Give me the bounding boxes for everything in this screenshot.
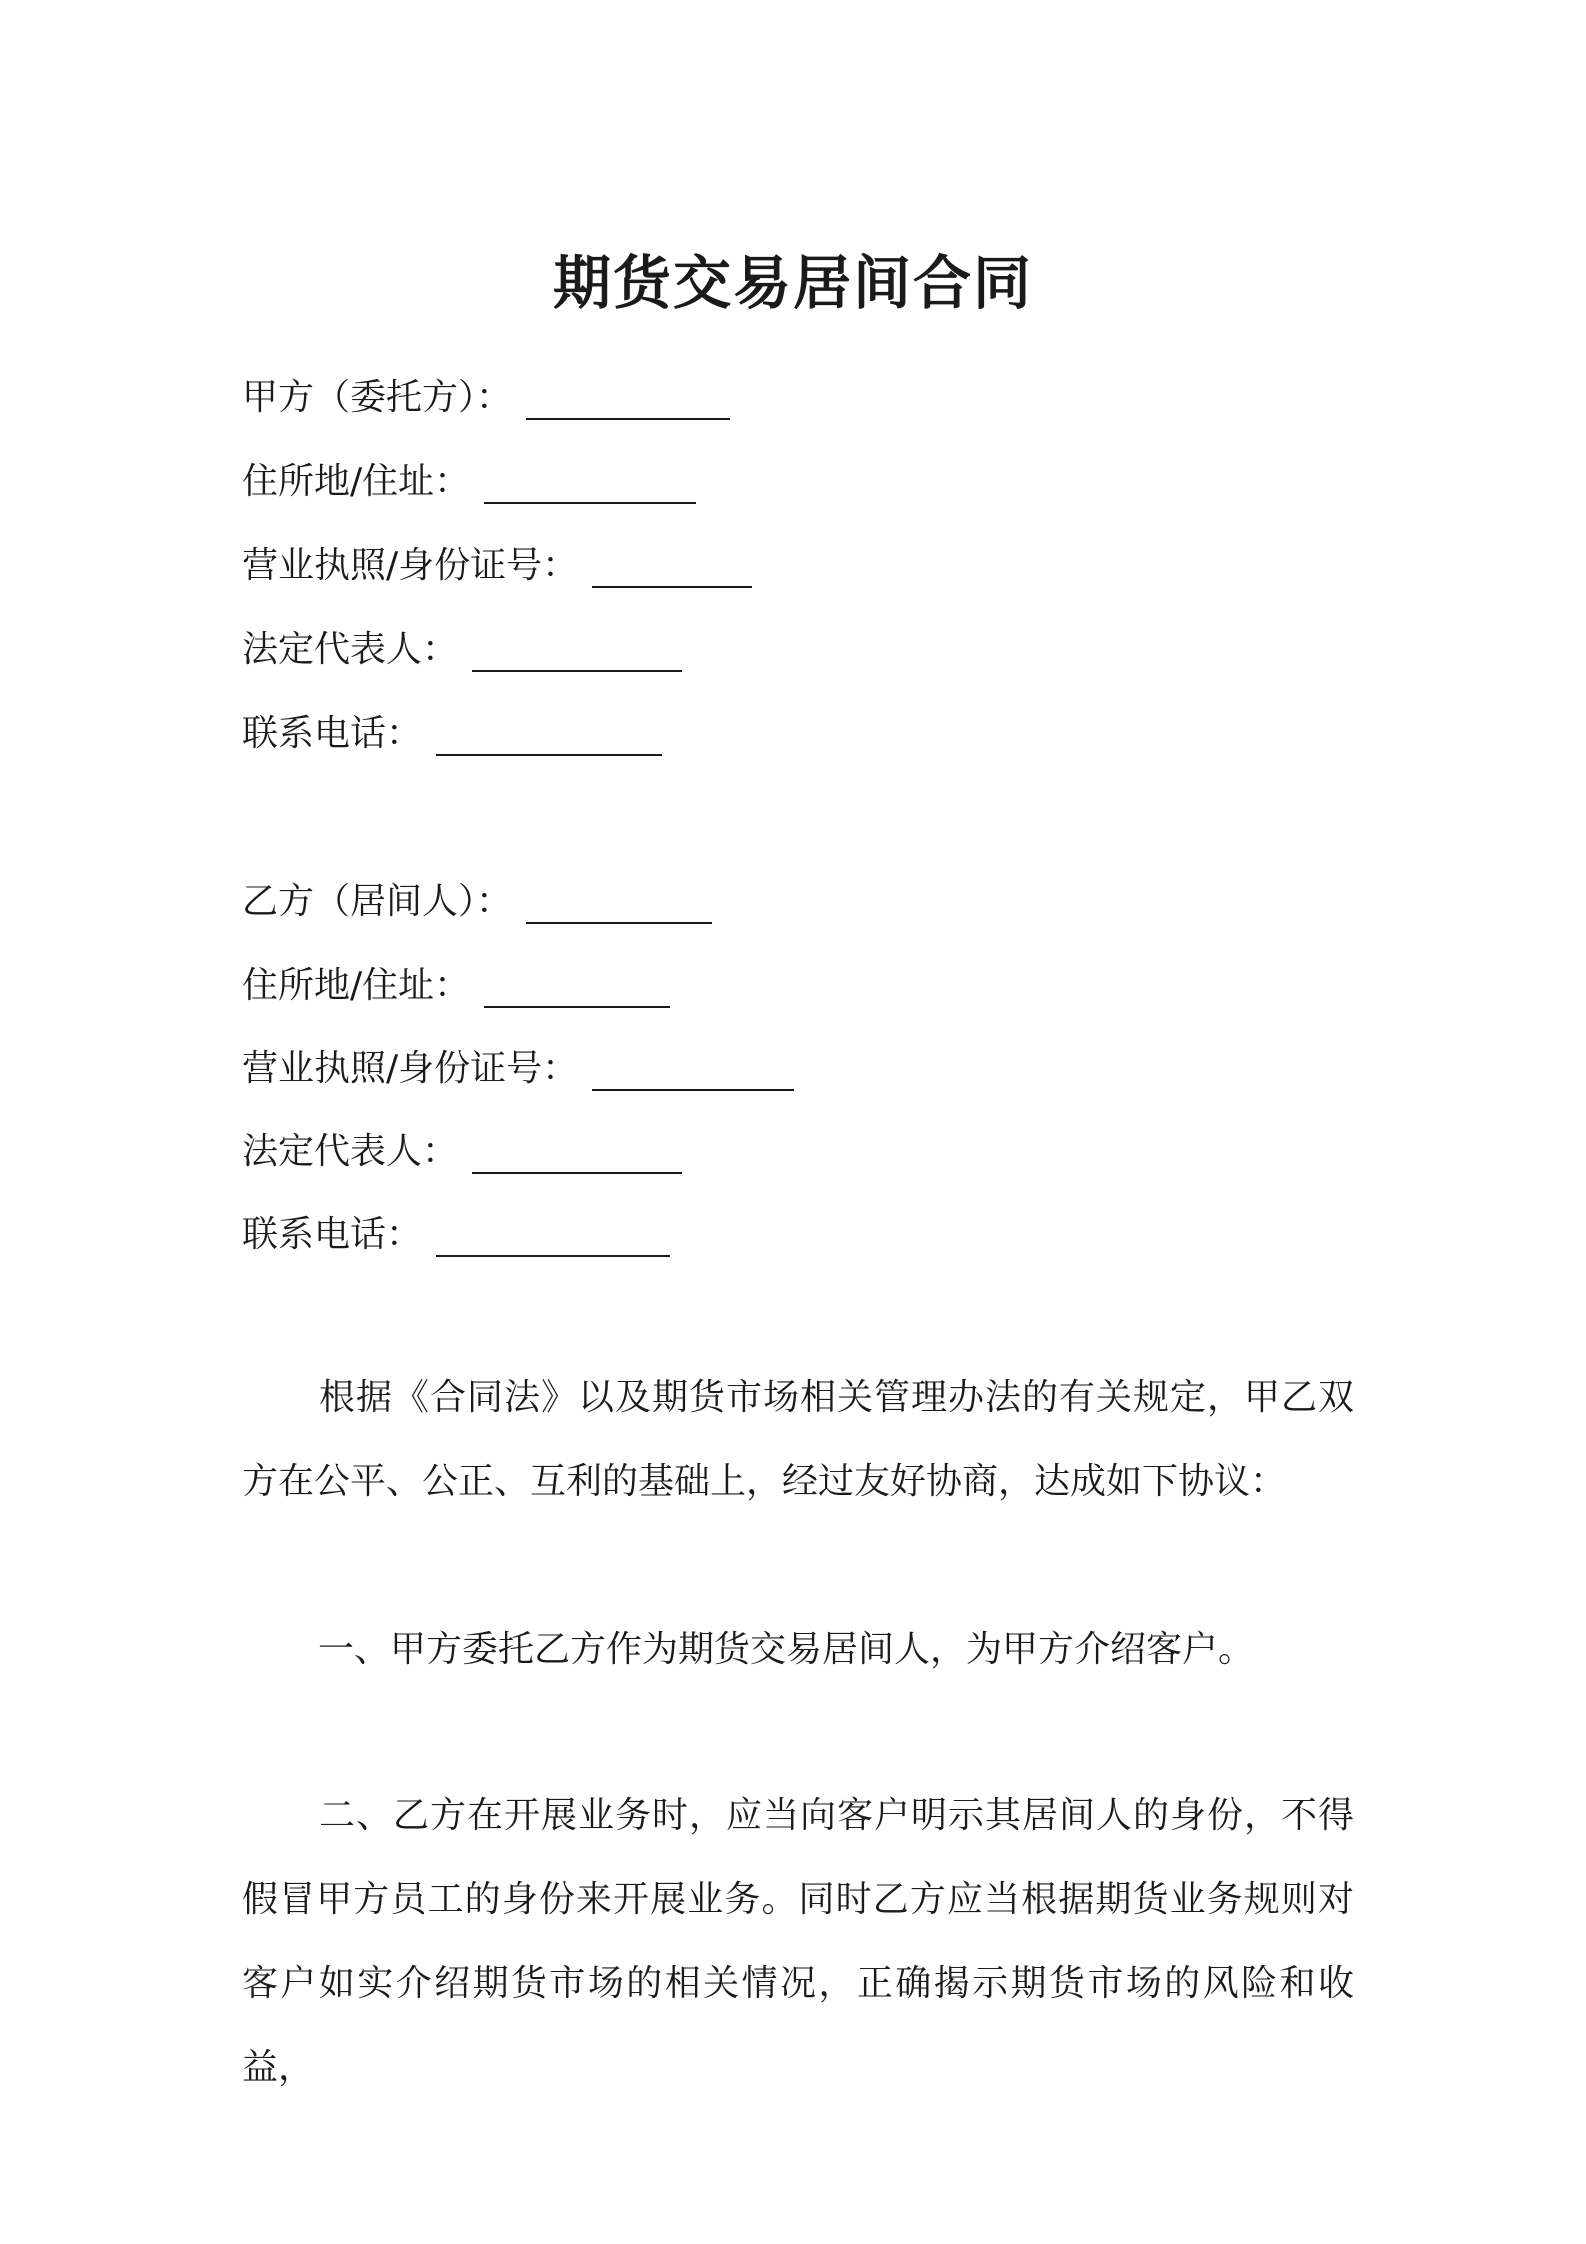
- party-b-license-label: 营业执照/身份证号：: [242, 1048, 579, 1089]
- party-b-phone-field: [242, 1207, 670, 1259]
- party-a-address-label: 住所地/住址：: [242, 461, 471, 502]
- party-a-name-field: [242, 370, 730, 422]
- party-a-name-label: 甲方（委托方）：: [242, 377, 513, 418]
- party-a-phone-blank[interactable]: [436, 714, 662, 756]
- party-b-legal-rep-label: 法定代表人：: [242, 1131, 459, 1172]
- party-a-license-label: 营业执照/身份证号：: [242, 545, 579, 586]
- party-b-address-label: 住所地/住址：: [242, 965, 471, 1006]
- party-b-name-label: 乙方（居间人）：: [242, 881, 513, 922]
- party-b-license-blank[interactable]: [592, 1049, 794, 1091]
- clause-1-text: 一、甲方委托乙方作为期货交易居间人，为甲方介绍客户。: [318, 1629, 1255, 1670]
- party-b-name-field: [242, 874, 712, 926]
- party-b-address-field: [242, 958, 670, 1010]
- party-a-address-field: [242, 454, 696, 506]
- party-a-license-blank[interactable]: [592, 546, 752, 588]
- party-a-legal-rep-label: 法定代表人：: [242, 629, 459, 670]
- party-a-address-blank[interactable]: [484, 462, 696, 504]
- party-b-address-blank[interactable]: [484, 966, 670, 1008]
- party-b-license-field: [242, 1041, 794, 1093]
- party-a-legal-rep-field: [242, 622, 682, 674]
- preamble-paragraph: [242, 1356, 1354, 1524]
- party-a-license-field: [242, 538, 752, 590]
- party-a-phone-field: [242, 706, 662, 758]
- clause-2-text: 二、乙方在开展业务时，应当向客户明示其居间人的身份，不得假冒甲方员工的身份来开展业务。同时乙方应当根据期货业务规则对客户如实介绍期货市场的相关情况，正确揭示期货市场的风险和收益，: [242, 1795, 1354, 2088]
- party-b-phone-blank[interactable]: [436, 1215, 670, 1257]
- party-b-legal-rep-field: [242, 1124, 682, 1176]
- clause-2-paragraph: [242, 1774, 1354, 2110]
- party-a-name-blank[interactable]: [526, 378, 730, 420]
- party-b-legal-rep-blank[interactable]: [472, 1132, 682, 1174]
- party-a-phone-label: 联系电话：: [242, 713, 423, 754]
- document-title: 期货交易居间合同: [552, 249, 1033, 317]
- clause-1-paragraph: [242, 1608, 1354, 1692]
- preamble-text: 根据《合同法》以及期货市场相关管理办法的有关规定，甲乙双方在公平、公正、互利的基础上，经过友好协商，达成如下协议：: [242, 1377, 1354, 1502]
- party-b-phone-label: 联系电话：: [242, 1214, 423, 1255]
- party-a-legal-rep-blank[interactable]: [472, 630, 682, 672]
- party-b-name-blank[interactable]: [526, 882, 712, 924]
